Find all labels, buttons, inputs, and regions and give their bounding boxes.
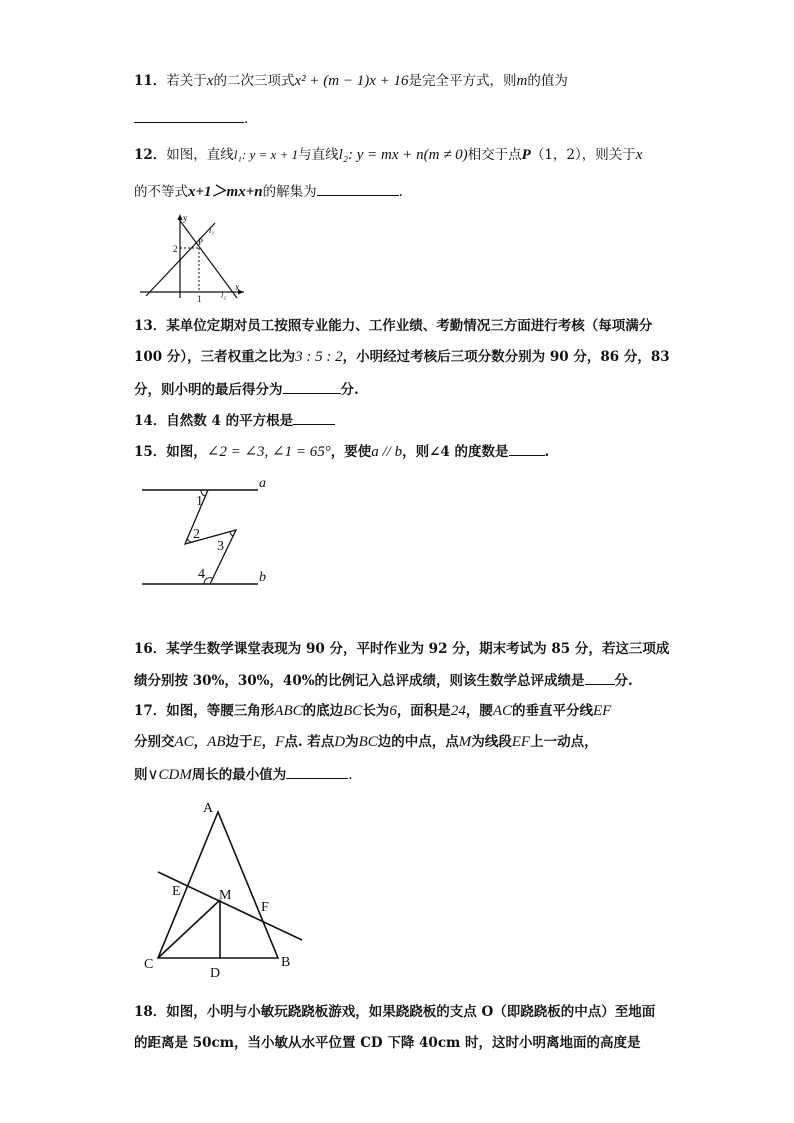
q16-answer-blank[interactable] [585, 670, 615, 685]
q13-number: 13． [134, 318, 167, 334]
angle-2-arc [187, 538, 191, 542]
q17-line-3: 则∨CDM周长的最小值为 . [134, 764, 353, 785]
q17-math: BC [358, 734, 378, 750]
q11-text: 是完全平方式，则 [408, 73, 517, 89]
q17-text: 周长的最小值为 [191, 767, 287, 783]
q15-answer-blank[interactable] [509, 441, 545, 456]
q12-point-p: P [521, 147, 531, 163]
q15-number: 15． [134, 444, 167, 460]
q15-text: . [544, 444, 550, 460]
q17-math: AC [174, 734, 194, 750]
q17-math: M [458, 734, 472, 750]
q12-text: 的不等式 [134, 184, 188, 200]
q12-text: 的解集为 [262, 184, 317, 200]
q17-math: ABC [274, 703, 303, 719]
q17-math: F [275, 734, 285, 750]
q17-text: 的底边 [302, 703, 344, 719]
label-m: M [219, 888, 232, 903]
q17-text: 为 [345, 734, 359, 750]
q17-text: 边于 [225, 734, 253, 750]
q13-text: ，小明经过考核后三项分数分别为 90 分，86 分，83 [342, 349, 670, 365]
q17-math: 6 [389, 703, 397, 719]
label-a: A [203, 801, 214, 816]
q12-text: 与直线 [298, 147, 339, 163]
q18-text: 如图，小明与小敏玩跷跷板游戏，如果跷跷板的支点 O（即跷跷板的中点）至地面 [166, 1004, 656, 1020]
q14-text: 自然数 4 的平方根是 [166, 413, 294, 429]
q17-text: 上一动点， [530, 734, 598, 750]
q14-answer-blank[interactable] [293, 410, 335, 425]
q17-text: 如图，等腰三角形 [166, 703, 275, 719]
label-2: 2 [173, 244, 178, 254]
q17-text: ， [193, 734, 208, 750]
label-a: a [259, 476, 266, 491]
q12-figure [140, 210, 250, 304]
label-y: y [183, 213, 188, 223]
q13-line-2 [134, 347, 670, 367]
q11-var-x: x [206, 73, 214, 89]
q17-text: ，面积是 [396, 703, 451, 719]
line-l2 [178, 218, 237, 298]
q15-text: 如图， [166, 444, 207, 460]
q16-line-2 [134, 670, 633, 691]
q12-text: 如图，直线 [166, 147, 234, 163]
label-angle-1: 1 [196, 494, 203, 509]
q17-text: 则 [134, 767, 148, 783]
question-17 [134, 701, 611, 721]
label-angle-4: 4 [198, 567, 205, 582]
label-x: x [235, 282, 240, 292]
q12-number: 12． [134, 147, 167, 163]
q18-text: 的距离是 50cm，当小敏从水平位置 CD 下降 40cm 时，这时小明离地面的高度是 [134, 1035, 641, 1051]
label-l2: l₂ [221, 291, 227, 300]
q11-var-m: m [516, 73, 528, 89]
q16-text: 绩分别按 30%，30%，40%的比例记入总评成绩，则该生数学总评成绩是 [134, 673, 585, 689]
q17-text: 边的中点，点 [377, 734, 459, 750]
q13-text: 100 分），三者权重之比为 [134, 349, 296, 365]
q17-math: D [334, 734, 346, 750]
q17-math: 24 [450, 703, 466, 719]
q17-text: 分别交 [134, 734, 175, 750]
q15-figure [140, 474, 280, 589]
q17-math: ∨CDM [147, 767, 192, 783]
q11-answer-blank[interactable] [134, 108, 244, 123]
label-angle-3: 3 [217, 539, 224, 554]
label-p: P [198, 237, 204, 247]
q12-line-l2: l₂: y = mx + n(m ≠ 0) [338, 147, 468, 163]
label-1: 1 [197, 294, 202, 304]
q17-text: ， [261, 734, 276, 750]
q15-text: ，则∠4 的度数是 [402, 444, 509, 460]
q13-answer-blank[interactable] [283, 379, 341, 394]
q13-text: 分. [340, 382, 359, 398]
q12-var-x: x [635, 147, 643, 163]
q17-math: E [252, 734, 262, 750]
q18-line-2 [134, 1033, 641, 1053]
q17-math: AB [207, 734, 226, 750]
q16-number: 16． [134, 641, 167, 657]
label-b: b [259, 570, 266, 585]
q13-line-3 [134, 379, 359, 400]
label-c: C [144, 957, 154, 972]
q12-answer-blank[interactable] [317, 181, 399, 196]
q17-text: 为线段 [471, 734, 512, 750]
q15-condition: ∠2 = ∠3, ∠1 = 65° [206, 444, 331, 460]
q17-text: ，腰 [465, 703, 493, 719]
q17-math: AC [492, 703, 512, 719]
q17-text: 的垂直平分线 [511, 703, 593, 719]
question-11 [134, 71, 568, 91]
question-15 [134, 441, 549, 462]
question-16 [134, 639, 669, 659]
segment-cm [158, 900, 220, 958]
label-b: B [281, 955, 291, 970]
q12-line-2: 的不等式x+1＞mx+n的解集为 . [134, 181, 403, 202]
label-l1: l₁ [209, 226, 215, 235]
q11-text: 若关于 [166, 73, 207, 89]
q14-number: 14． [134, 413, 167, 429]
question-14 [134, 410, 335, 431]
label-angle-2: 2 [193, 527, 200, 542]
label-d: D [210, 966, 221, 981]
label-f: F [261, 900, 269, 915]
question-13 [134, 316, 652, 336]
q17-line-2 [134, 732, 598, 752]
label-e: E [172, 884, 181, 899]
angle-3-arc [230, 532, 233, 536]
q11-expression: x² + (m − 1)x + 16 [294, 73, 409, 89]
q13-text: 某单位定期对员工按照专业能力、工作业绩、考勤情况三方面进行考核（每项满分 [166, 318, 653, 334]
q17-figure [140, 798, 320, 988]
q15-text: ，要使 [330, 444, 372, 460]
q12-inequality: x+1＞mx+n [188, 184, 263, 200]
question-18 [134, 1002, 655, 1022]
q16-text: 分. [614, 673, 633, 689]
q13-ratio: 3 : 5 : 2 [295, 349, 343, 365]
q13-text: 分，则小明的最后得分为 [134, 382, 283, 398]
q15-parallel: a // b [371, 444, 403, 460]
q18-number: 18． [134, 1004, 167, 1020]
q11-text: 的二次三项式 [213, 73, 295, 89]
q12-text: 相交于点 [467, 147, 522, 163]
q12-line-l1: l₁: y = x + 1 [233, 147, 299, 162]
q17-number: 17． [134, 703, 167, 719]
q12-text: （1，2），则关于 [530, 147, 636, 163]
q17-answer-blank[interactable] [286, 764, 348, 779]
q11-text: 的值为 [527, 73, 568, 89]
q17-text: 长为 [362, 703, 390, 719]
question-12 [134, 145, 642, 165]
q17-text: 点. 若点 [284, 734, 335, 750]
q16-text: 某学生数学课堂表现为 90 分，平时作业为 92 分，期末考试为 85 分，若这三项成 [166, 641, 670, 657]
q11-answer-line: . [134, 108, 248, 129]
q17-math: EF [592, 703, 612, 719]
q11-number: 11． [134, 73, 167, 89]
q17-math: BC [343, 703, 363, 719]
q17-math: EF [511, 734, 531, 750]
